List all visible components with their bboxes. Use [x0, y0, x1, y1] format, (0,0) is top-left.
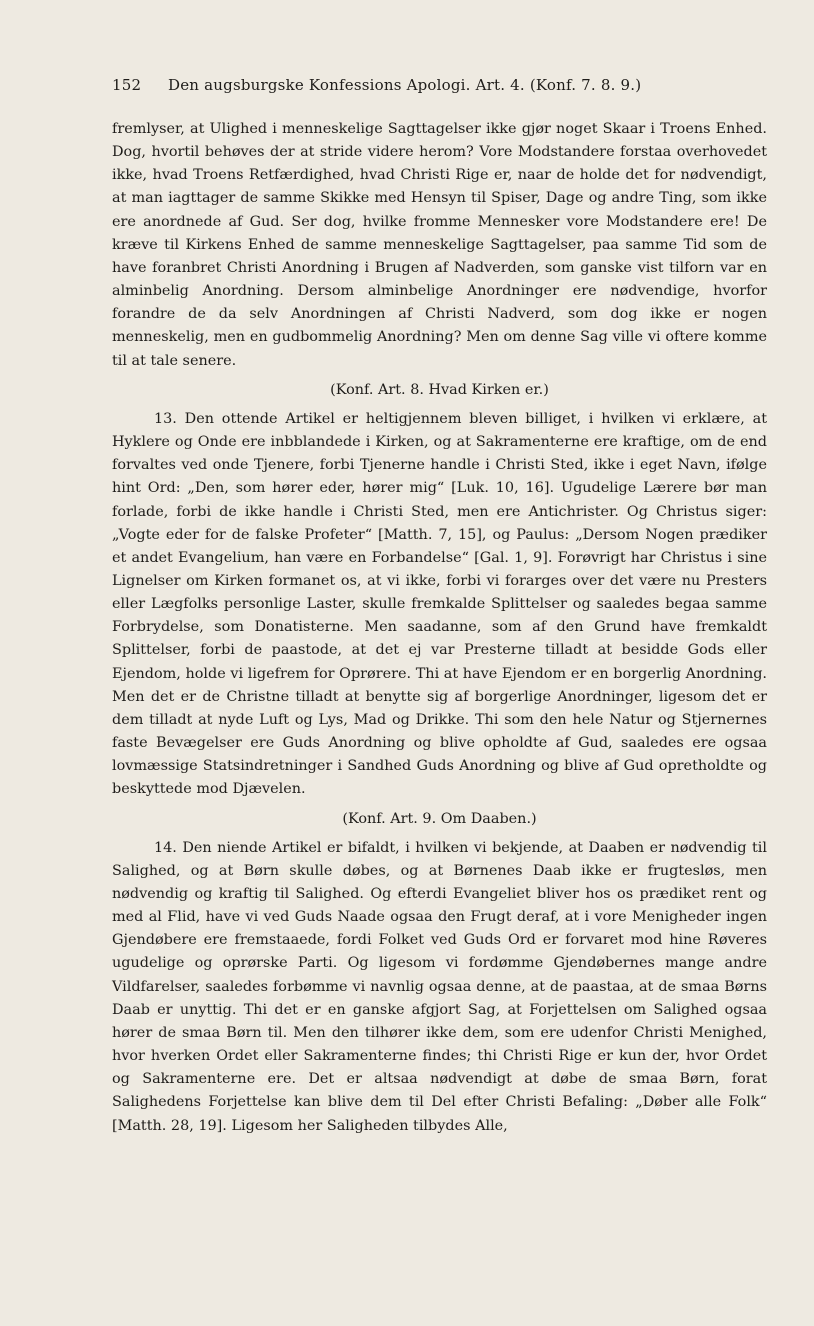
- section-heading-art-9: (Konf. Art. 9. Om Daaben.): [342, 810, 537, 827]
- running-title: Den augsburgske Konfessions Apologi. Art. 4. (Konf. 7. 8. 9.): [168, 76, 642, 94]
- paragraph-13: 13. Den ottende Artikel er heltigjennem bleven billiget, i hvilken vi erklære, at Hyklere og Onde ere inbblandede i Kirken, og at Sakramenterne ere kraftige, om de end forvaltes ved onde Tjenere, forbi Tjenerne handle i Christi Sted, ikke i eget Navn, ifølge hint Ord: „Den, som hører eder, hører mig“ [Luk. 10, 16]. Ugudelige Lærere bør man forlade, forbi de ikke handle i Christi Sted, men ere Antichrister. Og Christus siger: „Vogte eder for de falske Profeter“ [Matth. 7, 15], og Paulus: „Dersom Nogen prædiker et andet Evangelium, han være en Forbandelse“ [Gal. 1, 9]. Forøvrigt har Christus i sine Lignelser om Kirken formanet os, at vi ikke, forbi vi forarges over det være nu Presters eller Lægfolks personlige Laster, skulle fremkalde Splittelser og saaledes begaa samme Forbrydelse, som Donatisterne. Men saadanne, som af den Grund have fremkaldt Splittelser, forbi de paastode, at det ej var Presterne tilladt at besidde Gods eller Ejendom, holde vi ligefrem for Oprørere. Thi at have Ejendom er en borgerlig Anordning. Men det er de Christne tilladt at benytte sig af borgerlige Anordninger, ligesom det er dem tilladt at nyde Luft og Lys, Mad og Drikke. Thi som den hele Natur og Stjernernes faste Bevægelser ere Guds Anordning og blive opholdte af Gud, saaledes ere ogsaa lovmæssige Statsindretninger i Sandhed Guds Anordning og blive af Gud opretholdte og beskyttede mod Djævelen.: [112, 410, 767, 798]
- paragraph-continuation: fremlyser, at Ulighed i menneskelige Sagttagelser ikke gjør noget Skaar i Troens Enhed. Dog, hvortil behøves der at stride videre herom? Vore Modstandere forstaa overhovedet ikke, hvad Troens Retfærdighed, hvad Christi Rige er, naar de holde det for nødvendigt, at man iagttager de samme Skikke med Hensyn til Spiser, Dage og andre Ting, som ikke ere anordnede af Gud. Ser dog, hvilke fromme Mennesker vore Modstandere ere! De kræve til Kirkens Enhed de samme menneskelige Sagttagelser, paa samme Tid som de have foranbret Christi Anordning i Brugen af Nadverden, som ganske vist tilforn var en alminbelig Anordning. Dersom alminbelige Anordninger ere nødvendige, hvorfor forandre de da selv Anordningen af Christi Nadverd, som dog ikke er nogen menneskelig, men en gudbommelig Anordning? Men om denne Sag ville vi oftere komme til at tale senere.: [112, 121, 767, 369]
- running-head: [112, 76, 712, 94]
- page-number: 152: [112, 76, 142, 94]
- paragraph-14: 14. Den niende Artikel er bifaldt, i hvilken vi bekjende, at Daaben er nødvendig til Salighed, og at Børn skulle døbes, og at Børnenes Daab ikke er frugtesløs, men nødvendig og kraftig til Salighed. Og efterdi Evangeliet bliver hos os prædiket rent og med al Flid, have vi ved Guds Naade ogsaa den Frugt deraf, at i vore Menigheder ingen Gjendøbere ere fremstaaede, fordi Folket ved Guds Ord er forvaret mod hine Røveres ugudelige og oprørske Parti. Og ligesom vi fordømme Gjendøbernes mange andre Vildfarelser, saaledes forbømme vi navnlig ogsaa denne, at de paastaa, at de smaa Børns Daab er unyttig. Thi det er en ganske afgjort Sag, at Forjettelsen om Salighed ogsaa hører de smaa Børn til. Men den tilhører ikke dem, som ere udenfor Christi Menighed, hvor hverken Ordet eller Sakramenterne findes; thi Christi Rige er kun der, hvor Ordet og Sakramenterne ere. Det er altsaa nødvendigt at døbe de smaa Børn, forat Salighedens Forjettelse kan blive dem til Del efter Christi Befaling: „Døber alle Folk“ [Matth. 28, 19]. Ligesom her Saligheden tilbydes Alle,: [112, 839, 767, 1134]
- body-text: [112, 118, 767, 1138]
- section-heading-art-8: (Konf. Art. 8. Hvad Kirken er.): [330, 381, 549, 398]
